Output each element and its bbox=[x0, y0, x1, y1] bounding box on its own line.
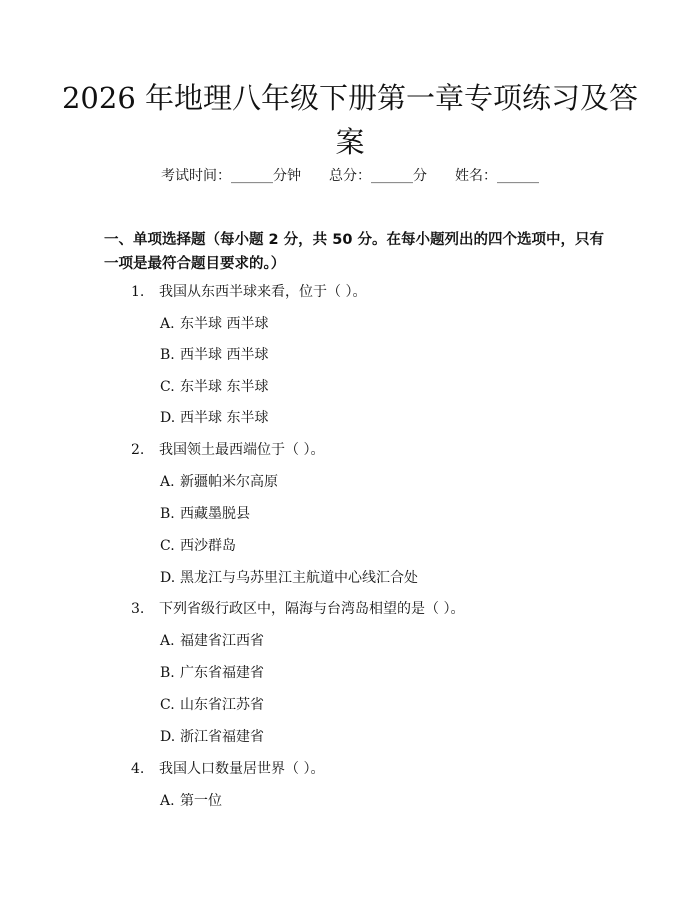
exam-info-line bbox=[0, 166, 700, 186]
question-text: 我国从东西半球来看，位于（ ）。 bbox=[159, 284, 367, 300]
question-text: 下列省级行政区中，隔海与台湾岛相望的是（ ）。 bbox=[159, 601, 465, 617]
question-2-option-b bbox=[160, 504, 250, 524]
question-3-option-a bbox=[160, 631, 264, 651]
question-1-option-c bbox=[160, 377, 268, 397]
option-letter: A. bbox=[160, 316, 175, 332]
option-text: 西沙群岛 bbox=[180, 538, 236, 554]
total-score-label: 总分： bbox=[329, 168, 371, 184]
option-text: 广东省福建省 bbox=[180, 665, 264, 681]
option-letter: A. bbox=[160, 474, 175, 490]
exam-time-blank: ______ bbox=[231, 168, 273, 184]
question-1 bbox=[131, 282, 366, 302]
question-number: 2. bbox=[131, 442, 145, 458]
option-text: 浙江省福建省 bbox=[180, 729, 264, 745]
option-text: 东半球 西半球 bbox=[180, 316, 269, 332]
option-letter: C. bbox=[160, 697, 175, 713]
option-letter: B. bbox=[160, 506, 175, 522]
question-number: 1. bbox=[131, 284, 145, 300]
question-3-option-b bbox=[160, 663, 264, 683]
question-3 bbox=[131, 599, 464, 619]
option-letter: B. bbox=[160, 347, 175, 363]
total-score-unit: 分 bbox=[413, 168, 427, 184]
question-2 bbox=[131, 440, 324, 460]
question-1-option-d bbox=[160, 408, 268, 428]
name-label: 姓名： bbox=[455, 168, 497, 184]
question-3-option-d bbox=[160, 727, 264, 747]
exam-time-label: 考试时间： bbox=[161, 168, 231, 184]
total-score-blank: ______ bbox=[371, 168, 413, 184]
question-number: 4. bbox=[131, 761, 145, 777]
option-text: 黑龙江与乌苏里江主航道中心线汇合处 bbox=[180, 570, 418, 586]
question-4-option-a bbox=[160, 791, 222, 811]
option-text: 福建省江西省 bbox=[180, 633, 264, 649]
option-text: 第一位 bbox=[180, 793, 222, 809]
option-text: 西藏墨脱县 bbox=[180, 506, 250, 522]
question-text: 我国领土最西端位于（ ）。 bbox=[159, 442, 325, 458]
question-text: 我国人口数量居世界（ ）。 bbox=[159, 761, 325, 777]
option-text: 东半球 东半球 bbox=[180, 379, 269, 395]
option-text: 新疆帕米尔高原 bbox=[180, 474, 278, 490]
option-letter: D. bbox=[160, 570, 176, 586]
question-1-option-a bbox=[160, 314, 268, 334]
question-number: 3. bbox=[131, 601, 145, 617]
exam-time-unit: 分钟 bbox=[273, 168, 301, 184]
question-2-option-a bbox=[160, 472, 278, 492]
option-text: 西半球 东半球 bbox=[180, 410, 269, 426]
option-letter: A. bbox=[160, 633, 175, 649]
option-letter: B. bbox=[160, 665, 175, 681]
option-letter: A. bbox=[160, 793, 175, 809]
section-heading: 一、单项选择题（每小题 2 分，共 50 分。在每小题列出的四个选项中，只有一项是最符合题目要求的。） bbox=[104, 232, 604, 272]
option-text: 西半球 西半球 bbox=[180, 347, 269, 363]
question-1-option-b bbox=[160, 345, 268, 365]
question-3-option-c bbox=[160, 695, 264, 715]
option-text: 山东省江苏省 bbox=[180, 697, 264, 713]
option-letter: C. bbox=[160, 538, 175, 554]
name-blank: ______ bbox=[497, 168, 539, 184]
question-2-option-c bbox=[160, 536, 236, 556]
option-letter: D. bbox=[160, 410, 176, 426]
option-letter: D. bbox=[160, 729, 176, 745]
question-4 bbox=[131, 759, 324, 779]
option-letter: C. bbox=[160, 379, 175, 395]
page-title: 2026 年地理八年级下册第一章专项练习及答案 bbox=[61, 81, 639, 159]
question-2-option-d bbox=[160, 568, 418, 588]
